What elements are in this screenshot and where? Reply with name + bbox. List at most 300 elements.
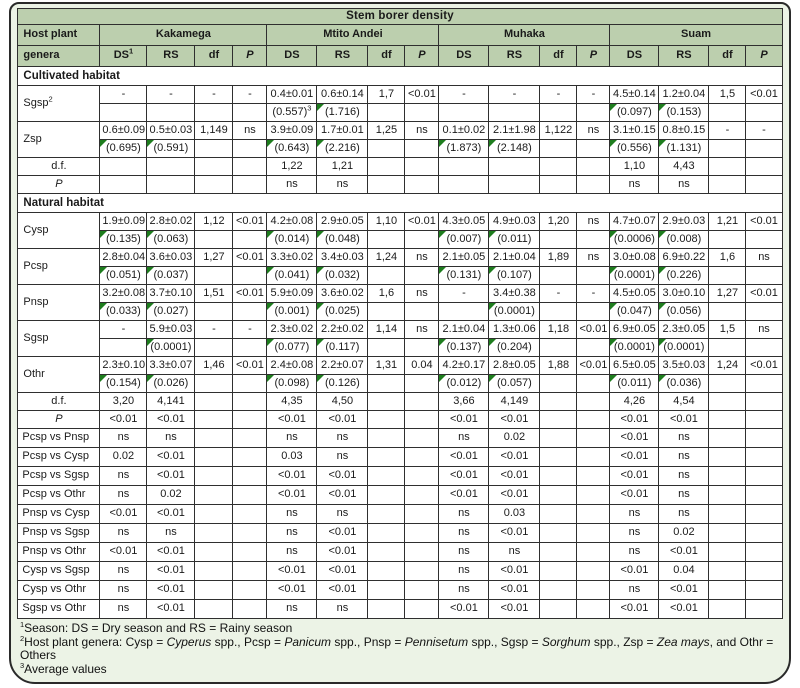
cell-text: ns xyxy=(587,250,600,263)
stat-ds-cell xyxy=(610,176,659,194)
empty-cell xyxy=(746,467,782,486)
cell-text: 0.5±0.03 xyxy=(149,123,193,136)
ds-mean-cell xyxy=(439,122,489,140)
ds-mean-cell xyxy=(610,86,659,104)
footnote-text: Season: DS = Dry season and RS = Rainy season xyxy=(24,621,293,635)
header-df: df xyxy=(709,46,746,67)
ds-mean-cell xyxy=(100,357,147,375)
genus-value-row xyxy=(18,357,782,375)
comparison-row xyxy=(18,448,782,467)
cell-text: 4,43 xyxy=(673,159,695,172)
cell-corner-triangle-icon xyxy=(659,231,666,238)
comparison-rs-cell xyxy=(659,562,709,581)
empty-cell xyxy=(233,303,267,321)
cell-text: <0.01 xyxy=(500,412,529,425)
cell-text: <0.01 xyxy=(328,469,357,482)
empty-cell xyxy=(540,339,577,357)
cell-corner-triangle-icon xyxy=(317,104,324,111)
ds-mean-cell xyxy=(610,357,659,375)
cell-text: 2.2±0.07 xyxy=(321,358,364,371)
cell-text: 2.3±0.02 xyxy=(270,322,314,335)
p-cell xyxy=(577,357,610,375)
cell-text: - xyxy=(556,286,561,299)
genus-label xyxy=(18,86,100,122)
comparison-ds-cell xyxy=(100,448,147,467)
cell-text: (0.048) xyxy=(324,232,360,245)
stat-ds-cell xyxy=(439,393,489,411)
rs-paren-cell xyxy=(489,104,540,122)
cell-text: ns xyxy=(758,250,770,263)
cell-text: 1,10 xyxy=(375,214,398,227)
empty-cell xyxy=(746,375,782,393)
cell-corner-triangle-icon xyxy=(610,104,617,111)
cell-text: 1,21 xyxy=(331,159,354,172)
comparison-row xyxy=(18,600,782,619)
cell-text: (0.012) xyxy=(446,376,482,389)
rs-paren-cell xyxy=(489,267,540,285)
empty-cell xyxy=(577,393,610,411)
cell-text: ns xyxy=(336,177,349,190)
empty-cell xyxy=(405,448,439,467)
cell-text: <0.01 xyxy=(450,450,478,463)
rs-mean-cell xyxy=(317,249,368,267)
stat-ds-cell xyxy=(439,158,489,176)
comparison-ds-cell xyxy=(610,505,659,524)
cell-text: ns xyxy=(758,322,770,335)
empty-cell xyxy=(746,267,782,285)
comparison-rs-cell xyxy=(489,448,540,467)
cell-corner-triangle-icon xyxy=(267,303,274,310)
empty-cell xyxy=(233,231,267,249)
p-cell xyxy=(577,321,610,339)
empty-cell xyxy=(577,448,610,467)
rs-mean-cell xyxy=(147,86,195,104)
stat-rs-cell xyxy=(317,158,368,176)
empty-cell xyxy=(233,140,267,158)
cell-text: ns xyxy=(628,507,641,520)
cell-text: (0.037) xyxy=(153,268,189,281)
genus-paren-row xyxy=(18,375,782,393)
ds-paren-cell xyxy=(439,140,489,158)
empty-cell xyxy=(709,393,746,411)
header-ds: DS xyxy=(610,46,659,67)
comparison-ds-cell xyxy=(610,524,659,543)
empty-cell xyxy=(233,267,267,285)
section-header-row xyxy=(18,67,782,86)
empty-cell xyxy=(368,375,405,393)
cell-text: (0.051) xyxy=(105,268,141,281)
comparison-rs-cell xyxy=(489,467,540,486)
empty-cell xyxy=(368,104,405,122)
rs-paren-cell xyxy=(317,231,368,249)
cell-corner-triangle-icon xyxy=(317,140,324,147)
cell-text: ns xyxy=(458,526,470,539)
cell-text: (0.025) xyxy=(324,304,360,317)
ds-paren-cell xyxy=(100,231,147,249)
cell-text: <0.01 xyxy=(408,214,436,227)
rs-mean-cell xyxy=(489,213,540,231)
cell-text: (0.026) xyxy=(153,376,189,389)
cell-text: ns xyxy=(458,545,470,558)
empty-cell xyxy=(233,581,267,600)
cell-text: <0.01 xyxy=(670,545,698,558)
cell-text: 1,7 xyxy=(378,87,395,100)
footnote-text: Host plant genera: Cysp = xyxy=(24,634,167,649)
cell-text: (0.027) xyxy=(153,304,189,317)
cell-text: (0.063) xyxy=(153,232,189,245)
cell-text: 3.4±0.03 xyxy=(321,250,364,263)
genus-label xyxy=(18,285,100,321)
cell-text: 4,54 xyxy=(673,394,695,407)
empty-cell xyxy=(577,429,610,448)
comparison-rs-cell xyxy=(489,543,540,562)
cell-text: 1,31 xyxy=(375,358,398,371)
cell-text: 3.3±0.02 xyxy=(270,250,314,263)
cell-text: 3.3±0.07 xyxy=(149,358,193,371)
df-cell xyxy=(709,357,746,375)
df-row xyxy=(18,393,782,411)
empty-cell xyxy=(709,104,746,122)
p-cell xyxy=(746,122,782,140)
cell-text: 4,26 xyxy=(623,394,646,407)
df-cell xyxy=(195,213,233,231)
cell-text: - xyxy=(462,286,466,299)
header-df: df xyxy=(368,46,405,67)
cell-text: ns xyxy=(458,507,470,520)
cell-corner-triangle-icon xyxy=(100,375,107,382)
rs-mean-cell xyxy=(659,122,709,140)
empty-cell xyxy=(709,411,746,429)
genus-value-row xyxy=(18,285,782,303)
cell-text: 0.02 xyxy=(160,488,182,501)
cell-text: ns xyxy=(416,250,428,263)
cell-text: (0.008) xyxy=(666,232,702,245)
comparison-rs-cell xyxy=(147,429,195,448)
comparison-rs-cell xyxy=(659,429,709,448)
comparison-ds-cell xyxy=(439,486,489,505)
empty-cell xyxy=(577,176,610,194)
table-row xyxy=(18,9,782,25)
cell-text: (0.007) xyxy=(446,232,482,245)
ds-paren-cell xyxy=(267,104,317,122)
empty-cell xyxy=(233,562,267,581)
cell-corner-triangle-icon xyxy=(100,267,107,274)
empty-cell xyxy=(368,393,405,411)
empty-cell xyxy=(233,411,267,429)
cell-corner-triangle-icon xyxy=(489,267,496,274)
genus-paren-row xyxy=(18,303,782,321)
empty-cell xyxy=(577,467,610,486)
empty-cell xyxy=(577,339,610,357)
cell-corner-triangle-icon xyxy=(659,339,666,346)
comparison-ds-cell xyxy=(439,524,489,543)
comparison-rs-cell xyxy=(147,486,195,505)
empty-cell xyxy=(577,486,610,505)
comparison-row xyxy=(18,562,782,581)
comparison-row xyxy=(18,505,782,524)
p-cell xyxy=(746,285,782,303)
comparison-row xyxy=(18,543,782,562)
cell-text: 1,24 xyxy=(716,358,739,371)
empty-cell xyxy=(233,524,267,543)
ds-mean-cell xyxy=(610,213,659,231)
df-cell xyxy=(195,86,233,104)
cell-text: - xyxy=(591,87,596,100)
cell-text: Pcsp vs Pnsp xyxy=(22,431,90,444)
p-cell xyxy=(405,249,439,267)
comparison-ds-cell xyxy=(610,562,659,581)
empty-cell xyxy=(709,448,746,467)
cell-text: ns xyxy=(286,602,298,615)
cell-text: 0.03 xyxy=(281,450,303,463)
comparison-ds-cell xyxy=(100,581,147,600)
stat-ds-cell xyxy=(267,158,317,176)
cell-text: (0.695) xyxy=(105,141,141,154)
stat-ds-cell xyxy=(100,411,147,429)
cell-text: <0.01 xyxy=(579,322,608,335)
comparison-rs-cell xyxy=(147,505,195,524)
cell-text: (0.154) xyxy=(105,376,141,389)
cell-text: 2.4±0.08 xyxy=(270,358,314,371)
comparison-rs-cell xyxy=(317,505,368,524)
footnote-text: Zea mays xyxy=(656,634,710,649)
cell-text: <0.01 xyxy=(500,583,529,596)
comparison-ds-cell xyxy=(439,505,489,524)
empty-cell xyxy=(233,467,267,486)
df-cell xyxy=(540,213,577,231)
empty-cell xyxy=(368,448,405,467)
cell-corner-triangle-icon xyxy=(317,375,324,382)
cell-text: (0.0006) xyxy=(613,232,655,245)
empty-cell xyxy=(233,375,267,393)
rs-mean-cell xyxy=(489,357,540,375)
empty-cell xyxy=(233,339,267,357)
comparison-rs-cell xyxy=(489,524,540,543)
comparison-label xyxy=(18,429,100,448)
cell-corner-triangle-icon xyxy=(267,339,274,346)
cell-corner-triangle-icon xyxy=(439,339,446,346)
footnote-text: Average values xyxy=(24,661,107,676)
cell-text: - xyxy=(556,87,561,100)
header-host-plant: Host plant xyxy=(18,25,100,46)
rs-paren-cell xyxy=(147,140,195,158)
cell-text: (0.0001) xyxy=(613,340,655,353)
footnote-text: spp., Zsp = xyxy=(590,634,657,649)
section-header-row xyxy=(18,194,782,213)
cell-corner-triangle-icon xyxy=(317,303,324,310)
cell-text: 3.0±0.08 xyxy=(613,250,656,263)
empty-cell xyxy=(709,543,746,562)
df-cell xyxy=(540,285,577,303)
footnote-text: , and Othr = Others xyxy=(20,634,774,662)
cell-corner-triangle-icon xyxy=(489,140,496,147)
cell-corner-triangle-icon xyxy=(439,140,446,147)
cell-corner-triangle-icon xyxy=(659,140,666,147)
comparison-ds-cell xyxy=(439,429,489,448)
cell-text: (0.098) xyxy=(274,376,310,389)
df-cell xyxy=(540,249,577,267)
ds-paren-cell xyxy=(439,303,489,321)
cell-text: <0.01 xyxy=(670,412,698,425)
empty-cell xyxy=(405,562,439,581)
cell-text: 1,20 xyxy=(547,214,570,227)
cell-text: <0.01 xyxy=(236,286,264,299)
cell-corner-triangle-icon xyxy=(610,339,617,346)
comparison-ds-cell xyxy=(439,600,489,619)
df-cell xyxy=(368,122,405,140)
cell-corner-triangle-icon xyxy=(489,303,496,310)
empty-cell xyxy=(405,467,439,486)
cell-text: <0.01 xyxy=(278,412,306,425)
cell-text: 2.3±0.10 xyxy=(102,358,146,371)
header-df: df xyxy=(540,46,577,67)
comparison-ds-cell xyxy=(267,600,317,619)
cell-text: 0.4±0.01 xyxy=(270,87,314,100)
empty-cell xyxy=(746,158,782,176)
ds-mean-cell xyxy=(100,285,147,303)
stat-ds-cell xyxy=(267,176,317,194)
genus-value-row xyxy=(18,122,782,140)
comparison-rs-cell xyxy=(659,486,709,505)
footnote-marker: 3 xyxy=(20,660,25,670)
stat-rs-cell xyxy=(659,411,709,429)
df-cell xyxy=(709,285,746,303)
stat-rs-cell xyxy=(489,176,540,194)
df-cell xyxy=(540,86,577,104)
footnote-marker: 2 xyxy=(48,94,53,104)
empty-cell xyxy=(233,176,267,194)
empty-cell xyxy=(195,600,233,619)
cell-text: <0.01 xyxy=(620,412,649,425)
empty-cell xyxy=(540,303,577,321)
comparison-rs-cell xyxy=(659,581,709,600)
ds-paren-cell xyxy=(100,140,147,158)
rs-mean-cell xyxy=(147,249,195,267)
empty-cell xyxy=(405,140,439,158)
ds-paren-cell xyxy=(100,303,147,321)
cell-text: 1,88 xyxy=(547,358,570,371)
cell-corner-triangle-icon xyxy=(489,375,496,382)
comparison-ds-cell xyxy=(267,505,317,524)
cell-corner-triangle-icon xyxy=(489,231,496,238)
ds-paren-cell xyxy=(610,375,659,393)
df-cell xyxy=(709,122,746,140)
p-cell xyxy=(577,249,610,267)
cell-text: (0.036) xyxy=(666,376,702,389)
cell-text: 3.7±0.10 xyxy=(149,286,193,299)
cell-text: 1,14 xyxy=(375,322,398,335)
empty-cell xyxy=(368,303,405,321)
cell-text: 4,50 xyxy=(331,394,354,407)
ds-paren-cell xyxy=(439,267,489,285)
empty-cell xyxy=(368,411,405,429)
ds-paren-cell xyxy=(610,303,659,321)
cell-text: 3,66 xyxy=(453,394,475,407)
empty-cell xyxy=(195,267,233,285)
rs-mean-cell xyxy=(659,285,709,303)
cell-text: Pnsp vs Sgsp xyxy=(22,526,90,539)
comparison-row xyxy=(18,581,782,600)
cell-corner-triangle-icon xyxy=(659,104,666,111)
cell-text: <0.01 xyxy=(328,564,357,577)
ds-paren-cell xyxy=(610,267,659,285)
cell-text: 4.2±0.17 xyxy=(442,358,486,371)
empty-cell xyxy=(233,600,267,619)
table-card xyxy=(9,2,791,684)
cell-text: 2.1±0.04 xyxy=(493,250,536,263)
cell-text: (0.097) xyxy=(616,105,652,118)
cell-text: <0.01 xyxy=(157,469,185,482)
comparison-ds-cell xyxy=(610,543,659,562)
empty-cell xyxy=(577,581,610,600)
cell-text: ns xyxy=(336,507,349,520)
cell-text: <0.01 xyxy=(157,564,185,577)
cell-text: 4.2±0.08 xyxy=(270,214,314,227)
cell-corner-triangle-icon xyxy=(317,267,324,274)
cell-text: <0.01 xyxy=(236,250,264,263)
cell-corner-triangle-icon xyxy=(100,140,107,147)
cell-text: 1,27 xyxy=(203,250,225,263)
section-label xyxy=(18,67,782,86)
stat-rs-cell xyxy=(147,176,195,194)
df-cell xyxy=(368,321,405,339)
empty-cell xyxy=(709,562,746,581)
cell-text: ns xyxy=(117,602,130,615)
empty-cell xyxy=(746,411,782,429)
ds-paren-cell xyxy=(439,104,489,122)
cell-text: Cysp xyxy=(23,223,49,236)
p-cell xyxy=(233,321,267,339)
comparison-label xyxy=(18,543,100,562)
cell-text: ns xyxy=(508,545,521,558)
empty-cell xyxy=(368,429,405,448)
df-cell xyxy=(709,86,746,104)
cell-text: 1,12 xyxy=(203,214,225,227)
df-cell xyxy=(709,249,746,267)
cell-text: (0.0001) xyxy=(613,268,655,281)
p-cell xyxy=(233,249,267,267)
rs-paren-cell xyxy=(659,140,709,158)
empty-cell xyxy=(540,600,577,619)
rs-mean-cell xyxy=(489,86,540,104)
cell-text: (0.131) xyxy=(446,268,482,281)
empty-cell xyxy=(746,231,782,249)
genus-value-row xyxy=(18,213,782,231)
empty-cell xyxy=(195,393,233,411)
empty-cell xyxy=(746,505,782,524)
cell-corner-triangle-icon xyxy=(147,303,154,310)
comparison-rs-cell xyxy=(659,543,709,562)
ds-paren-cell xyxy=(610,231,659,249)
p-cell xyxy=(233,285,267,303)
empty-cell xyxy=(405,158,439,176)
comparison-ds-cell xyxy=(439,467,489,486)
empty-cell xyxy=(577,140,610,158)
cell-text: 1,149 xyxy=(200,123,228,136)
cell-text: (0.643) xyxy=(274,141,310,154)
cell-text: (0.011) xyxy=(497,232,532,245)
cell-text: ns xyxy=(117,469,130,482)
comparison-label xyxy=(18,600,100,619)
cell-text: <0.01 xyxy=(750,286,778,299)
rs-mean-cell xyxy=(317,285,368,303)
empty-cell xyxy=(746,486,782,505)
cell-text: ns xyxy=(286,177,298,190)
p-cell xyxy=(746,321,782,339)
p-cell xyxy=(577,285,610,303)
stem-borer-density-table xyxy=(17,8,782,619)
stat-rs-cell xyxy=(489,158,540,176)
